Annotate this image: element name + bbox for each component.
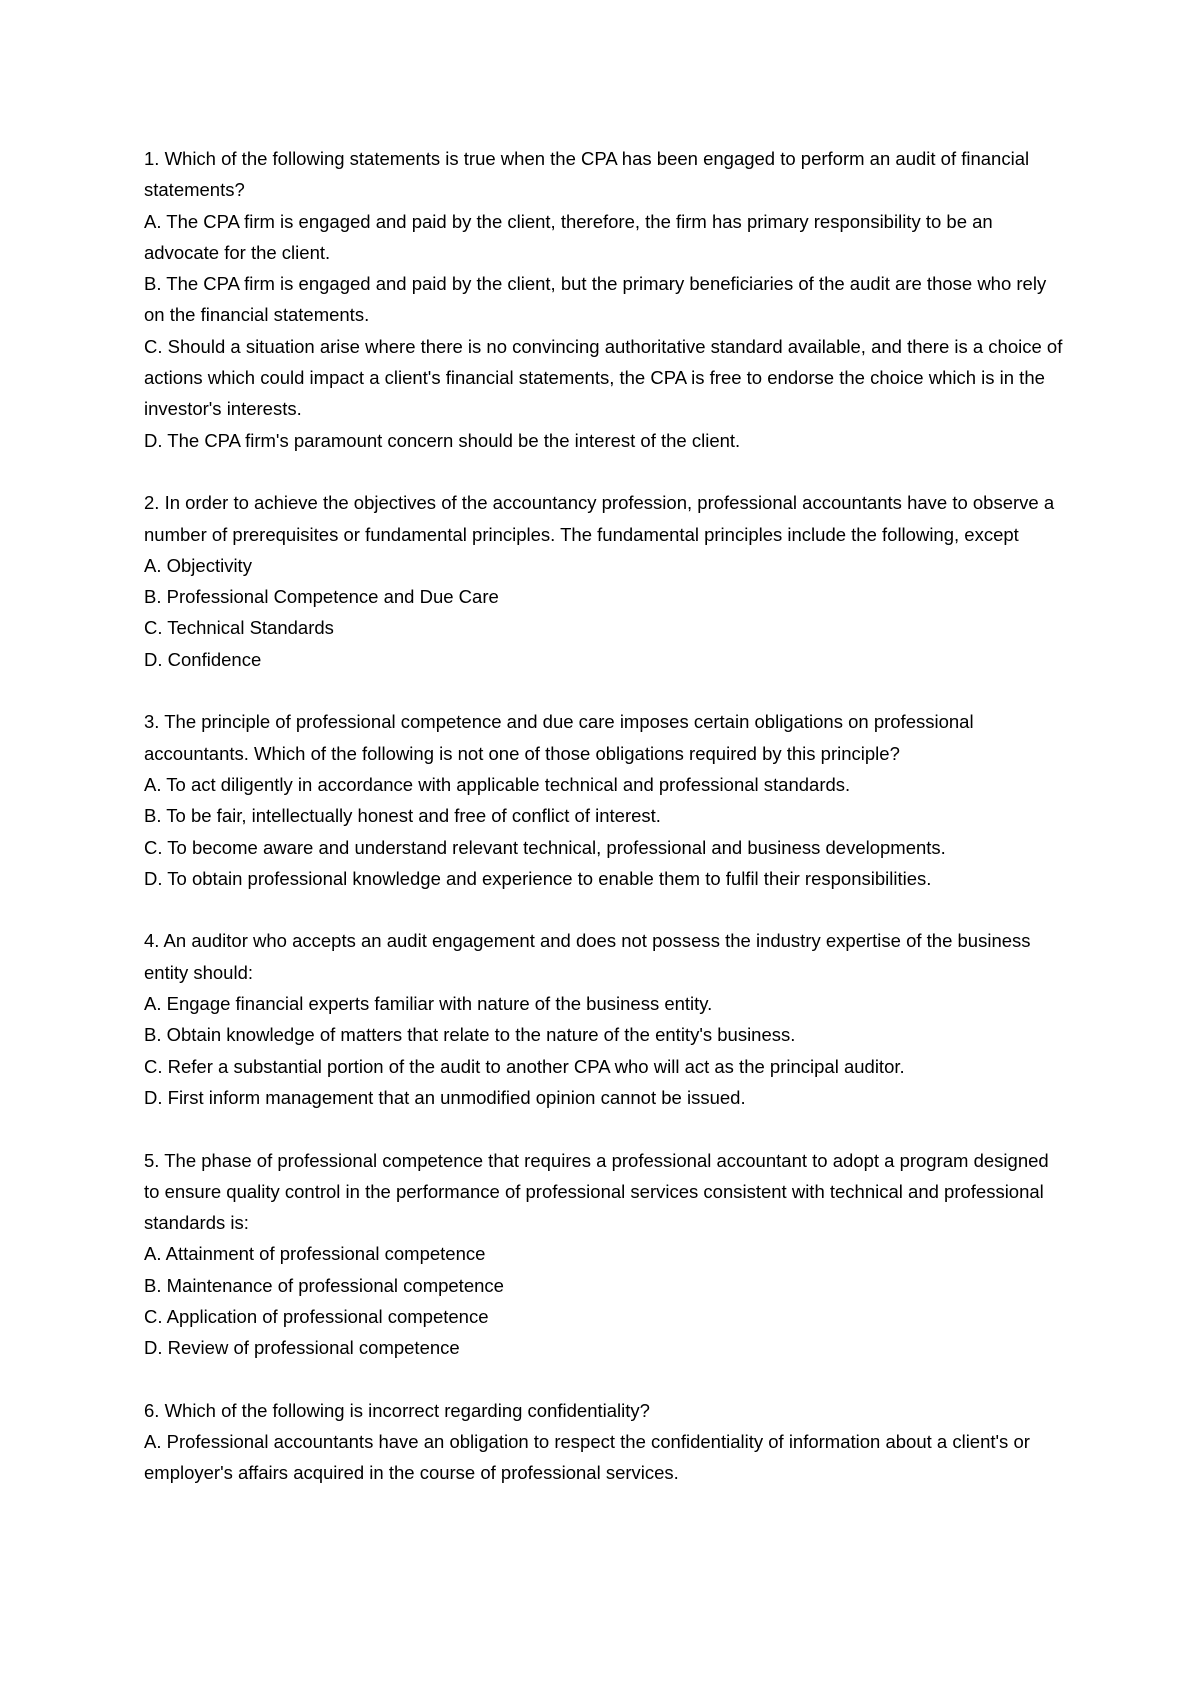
document-body xyxy=(144,143,1064,1520)
question-5 xyxy=(144,1145,1064,1364)
question-stem: 2. In order to achieve the objectives of the accountancy profession, professional accountants have to observe a number of prerequisites or fundamental principles. The fundamental principles include the following, except xyxy=(144,492,1055,545)
question-stem: 3. The principle of professional competence and due care imposes certain obligations on professional accountants. Which of the following is not one of those obligations required by this principle? xyxy=(144,711,974,764)
question-1 xyxy=(144,143,1064,456)
answer-option-b: B. Obtain knowledge of matters that relate to the nature of the entity's business. xyxy=(144,1024,796,1046)
answer-option-d: D. Confidence xyxy=(144,648,262,670)
answer-option-c: C. Refer a substantial portion of the audit to another CPA who will act as the principal auditor. xyxy=(144,1055,905,1077)
answer-option-a: A. Objectivity xyxy=(144,554,252,576)
answer-option-c: C. Should a situation arise where there is no convincing authoritative standard available, and there is a choice of actions which could impact a client's financial statements, the CPA is free to endorse the choice which is in the investor's interests. xyxy=(144,335,1063,420)
answer-option-b: B. The CPA firm is engaged and paid by the client, but the primary beneficiaries of the audit are those who rely on the financial statements. xyxy=(144,273,1047,326)
answer-option-a: A. Attainment of professional competence xyxy=(144,1243,486,1265)
answer-option-d: D. First inform management that an unmodified opinion cannot be issued. xyxy=(144,1086,746,1108)
answer-option-c: C. To become aware and understand relevant technical, professional and business developments. xyxy=(144,836,946,858)
answer-option-d: D. Review of professional competence xyxy=(144,1337,460,1359)
answer-option-c: C. Application of professional competence xyxy=(144,1305,489,1327)
question-3 xyxy=(144,706,1064,894)
answer-option-b: B. Maintenance of professional competence xyxy=(144,1274,504,1296)
answer-option-a: A. Engage financial experts familiar with nature of the business entity. xyxy=(144,993,713,1015)
question-stem: 5. The phase of professional competence that requires a professional accountant to adopt a program designed to ensure quality control in the performance of professional services consistent with technical and professional standards is: xyxy=(144,1149,1049,1234)
question-6 xyxy=(144,1395,1064,1489)
answer-option-b: B. Professional Competence and Due Care xyxy=(144,586,499,608)
answer-option-b: B. To be fair, intellectually honest and free of conflict of interest. xyxy=(144,805,661,827)
answer-option-a: A. Professional accountants have an obligation to respect the confidentiality of information about a client's or employer's affairs acquired in the course of professional services. xyxy=(144,1431,1030,1484)
answer-option-a: A. To act diligently in accordance with applicable technical and professional standards. xyxy=(144,773,851,795)
question-stem: 4. An auditor who accepts an audit engagement and does not possess the industry expertise of the business entity should: xyxy=(144,930,1031,983)
answer-option-c: C. Technical Standards xyxy=(144,617,334,639)
question-4 xyxy=(144,925,1064,1113)
answer-option-d: D. The CPA firm's paramount concern should be the interest of the client. xyxy=(144,429,741,451)
question-stem: 1. Which of the following statements is true when the CPA has been engaged to perform an audit of financial statements? xyxy=(144,148,1030,201)
answer-option-a: A. The CPA firm is engaged and paid by the client, therefore, the firm has primary responsibility to be an advocate for the client. xyxy=(144,210,993,263)
question-2 xyxy=(144,487,1064,675)
question-stem: 6. Which of the following is incorrect regarding confidentiality? xyxy=(144,1399,650,1421)
answer-option-d: D. To obtain professional knowledge and experience to enable them to fulfil their responsibilities. xyxy=(144,867,932,889)
